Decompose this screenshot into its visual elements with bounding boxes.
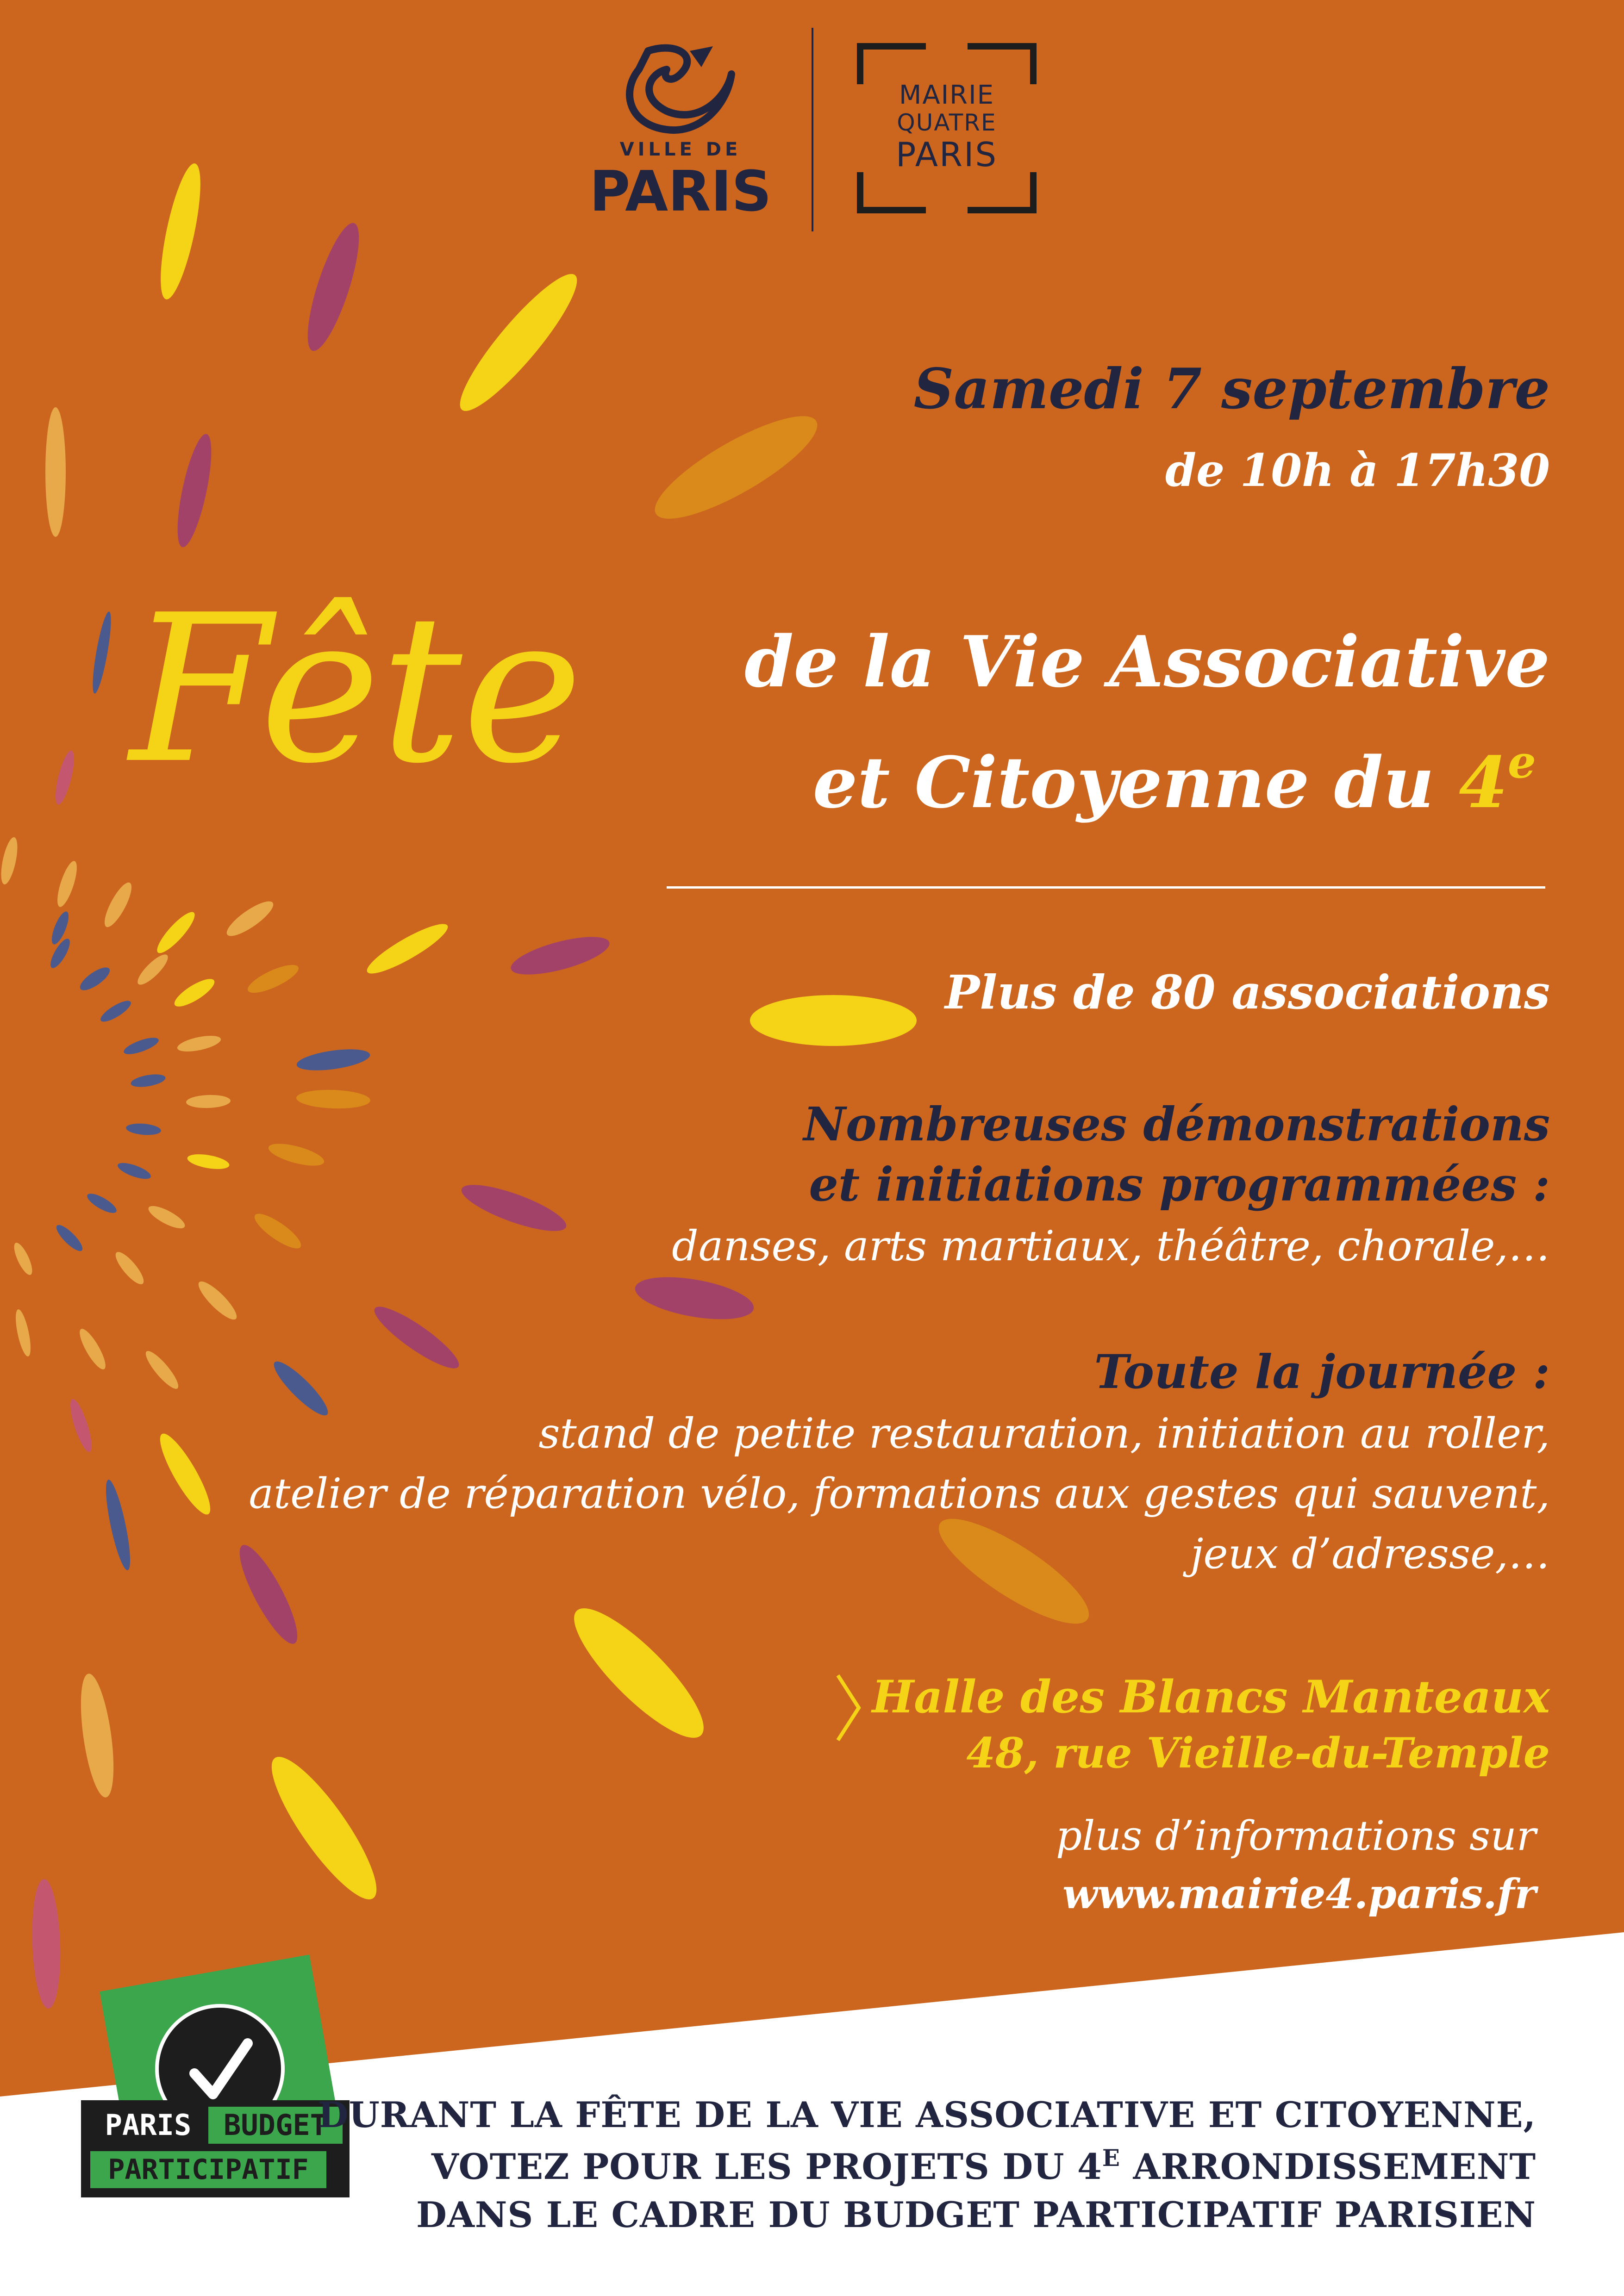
demo-heading-line-2: et initiations programmées : [809, 1157, 1550, 1212]
petal [11, 1240, 36, 1277]
petal [186, 1094, 231, 1108]
petal [643, 399, 829, 535]
petal [447, 262, 590, 422]
petal [194, 1277, 241, 1324]
petal [559, 1593, 719, 1753]
petal [142, 1347, 182, 1393]
vote-line-1: DURANT LA FÊTE DE LA VIE ASSOCIATIVE ET CITOYENNE, [318, 2094, 1536, 2135]
event-hours: de 10h à 17h30 [1165, 444, 1550, 497]
petal [134, 951, 172, 989]
petal [52, 749, 78, 806]
petal [632, 1269, 757, 1327]
all-day-line-3: jeux d’adresse,… [1190, 1530, 1550, 1578]
petal [45, 407, 66, 537]
vote-line-2 [431, 2144, 1536, 2187]
petal [100, 879, 137, 930]
all-day-line-2: atelier de réparation vélo, formations aux gestes qui sauvent, [249, 1469, 1550, 1518]
budget-logo-paris: PARIS [90, 2107, 206, 2144]
petal [152, 1428, 218, 1519]
petal [122, 1034, 160, 1058]
title-line-2-text: et Citoyenne du [812, 741, 1459, 824]
petal [152, 908, 199, 958]
demo-list: danses, arts martiaux, théâtre, chorale,… [672, 1222, 1550, 1270]
paris-ship-logo-icon [620, 42, 741, 139]
petal [98, 997, 133, 1026]
petal [230, 1539, 307, 1650]
budget-logo-participatif: PARTICIPATIF [90, 2151, 326, 2188]
petal [66, 1397, 96, 1454]
petal [750, 995, 917, 1046]
budget-logo-budget: BUDGET [208, 2107, 343, 2144]
petal [926, 1502, 1102, 1640]
vote-line-2-suffix: ARRONDISSEMENT [1120, 2146, 1536, 2187]
petal [507, 929, 613, 983]
petal [152, 161, 208, 302]
petal [244, 959, 302, 998]
vote-line-2-sup: E [1102, 2144, 1121, 2172]
petal [12, 1308, 33, 1358]
venue-name: Halle des Blancs Manteaux [872, 1671, 1550, 1723]
title-line-2 [813, 736, 1536, 824]
petal [268, 1356, 333, 1421]
petal [368, 1299, 465, 1377]
petal [53, 1222, 86, 1255]
logo-divider [812, 28, 813, 231]
petal [457, 1176, 571, 1240]
petal [176, 1033, 222, 1054]
petal [112, 1248, 148, 1288]
paris-logo-text: PARIS [589, 160, 772, 224]
petal [362, 917, 452, 981]
petal [250, 1208, 306, 1254]
quatre-label: QUATRE [897, 109, 997, 136]
petal [171, 431, 219, 549]
arrondissement-suffix: e [1507, 736, 1536, 788]
title-divider [667, 886, 1545, 889]
petal [257, 1745, 392, 1911]
vote-line-3: DANS LE CADRE DU BUDGET PARTICIPATIF PARISIEN [416, 2194, 1536, 2235]
petal [0, 836, 21, 886]
petal [130, 1072, 166, 1089]
website-link[interactable]: www.mairie4.paris.fr [1062, 1870, 1536, 1918]
petal [266, 1139, 326, 1170]
petal [75, 1326, 110, 1373]
petal [171, 974, 218, 1011]
petal [116, 1160, 153, 1182]
demo-heading-line-1: Nombreuses démonstrations [803, 1097, 1550, 1151]
all-day-line-1: stand de petite restauration, initiation au roller, [538, 1409, 1550, 1458]
petal [30, 1879, 62, 2009]
vote-line-2-prefix: VOTEZ POUR LES PROJETS DU 4 [431, 2146, 1102, 2187]
ville-de-label: VILLE DE [619, 139, 742, 160]
mairie-quatre-paris-logo [856, 81, 1037, 174]
petal [186, 1151, 230, 1172]
all-day-heading: Toute la journée : [1094, 1344, 1550, 1399]
petal [298, 218, 369, 356]
venue-address: 48, rue Vieille-du-Temple [966, 1729, 1550, 1778]
petal [295, 1045, 371, 1074]
petal [125, 1122, 162, 1137]
title-line-1: de la Vie Associative [744, 620, 1550, 703]
info-label: plus d’informations sur [1056, 1812, 1536, 1860]
petal [223, 896, 278, 941]
petal [54, 859, 81, 909]
arrondissement-number: 4 [1459, 741, 1508, 824]
petal [47, 936, 74, 971]
petal [89, 610, 115, 694]
associations-count: Plus de 80 associations [945, 965, 1550, 1020]
petal [101, 1478, 135, 1572]
petal [296, 1089, 370, 1110]
petal [146, 1202, 188, 1232]
chevron-right-icon [833, 1671, 866, 1745]
mairie-label: MAIRIE [899, 80, 994, 110]
event-date: Samedi 7 septembre [913, 356, 1550, 422]
paris-label: PARIS [895, 135, 998, 174]
fete-title: Fête [130, 571, 583, 808]
petal [77, 964, 113, 995]
petal [85, 1190, 119, 1217]
petal [75, 1672, 120, 1799]
